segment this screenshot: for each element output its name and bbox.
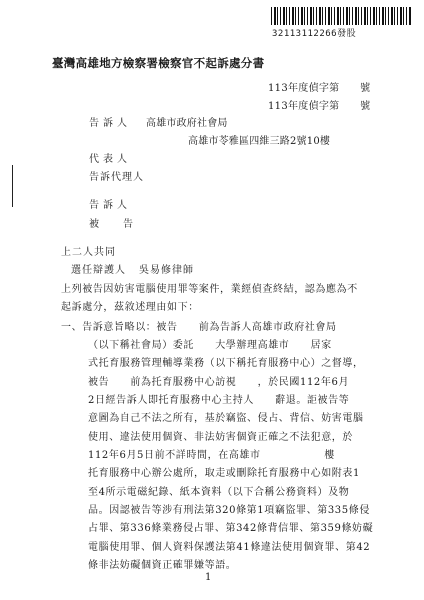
body-line: 起訴處分，茲敘述理由如下： bbox=[61, 302, 199, 313]
body-line: （以下稱社會局）委託 大學辦理高雄市 居家 bbox=[88, 340, 332, 351]
complainant-name: 高雄市政府社會局 bbox=[146, 118, 228, 129]
body-line: 被告 前為托育服務中心訪視 ，於民國112年6月 bbox=[88, 377, 350, 388]
margin-mark bbox=[12, 165, 13, 207]
complainant2-label: 告訴人 bbox=[89, 200, 131, 211]
body-line: 意圖為自己不法之所有，基於竊盜、侵占、背信、妨害電腦 bbox=[88, 413, 364, 424]
counsel-label: 選任辯護人 bbox=[71, 265, 126, 276]
body-line: 托育服務中心辦公處所，取走或刪除托育服務中心如附表1 bbox=[88, 468, 360, 479]
case-number-line: 113年度偵字第 號 bbox=[268, 101, 371, 112]
body-line: 品。因認被告等涉有刑法第320條第1項竊盜罪、第335條侵 bbox=[88, 505, 370, 516]
barcode-image bbox=[271, 7, 411, 25]
representative-label: 代表人 bbox=[89, 154, 131, 165]
agent-label: 告訴代理人 bbox=[89, 172, 144, 183]
joint-label: 上二人共同 bbox=[61, 247, 116, 258]
defendant-label: 被告 bbox=[89, 219, 157, 230]
complainant-label: 告訴人 bbox=[89, 118, 131, 129]
case-number-line: 113年度偵字第 號 bbox=[268, 83, 371, 94]
body-line: 至4所示電磁紀錄、紙本資料（以下合稱公務資料）及物 bbox=[88, 487, 350, 498]
barcode-number: 32113112266發股 bbox=[272, 29, 357, 39]
body-line: 使用、違法使用個資、非法妨害個資正確之不法犯意，於 bbox=[88, 432, 353, 443]
body-line: 條非法妨礙個資正確罪嫌等語。 bbox=[88, 560, 237, 571]
body-line: 2日經告訴人即托育服務中心主持人 辭退。詎被告等 bbox=[88, 395, 350, 406]
body-line: 電腦使用罪、個人資料保護法第41條違法使用個資罪、第42 bbox=[88, 542, 371, 553]
page-number: 1 bbox=[205, 572, 212, 583]
body-line: 112年6月5日前不詳時間，在高雄市 樓 bbox=[88, 450, 335, 461]
complainant-address: 高雄市苓雅區四維三路2號10樓 bbox=[188, 136, 331, 147]
body-line: 上列被告因妨害電腦使用罪等案件，業經偵查終結，認為應為不 bbox=[61, 284, 358, 295]
document-title: 臺灣高雄地方檢察署檢察官不起訴處分書 bbox=[52, 56, 265, 70]
counsel-name: 吳易修律師 bbox=[139, 265, 194, 276]
body-line: 占罪、第336條業務侵占罪、第342條背信罪、第359條妨礙 bbox=[88, 523, 374, 534]
body-line: 一、告訴意旨略以：被告 前為告訴人高雄市政府社會局 bbox=[61, 322, 337, 333]
body-line: 式托育服務管理輔導業務（以下稱托育服務中心）之督導， bbox=[88, 358, 364, 369]
